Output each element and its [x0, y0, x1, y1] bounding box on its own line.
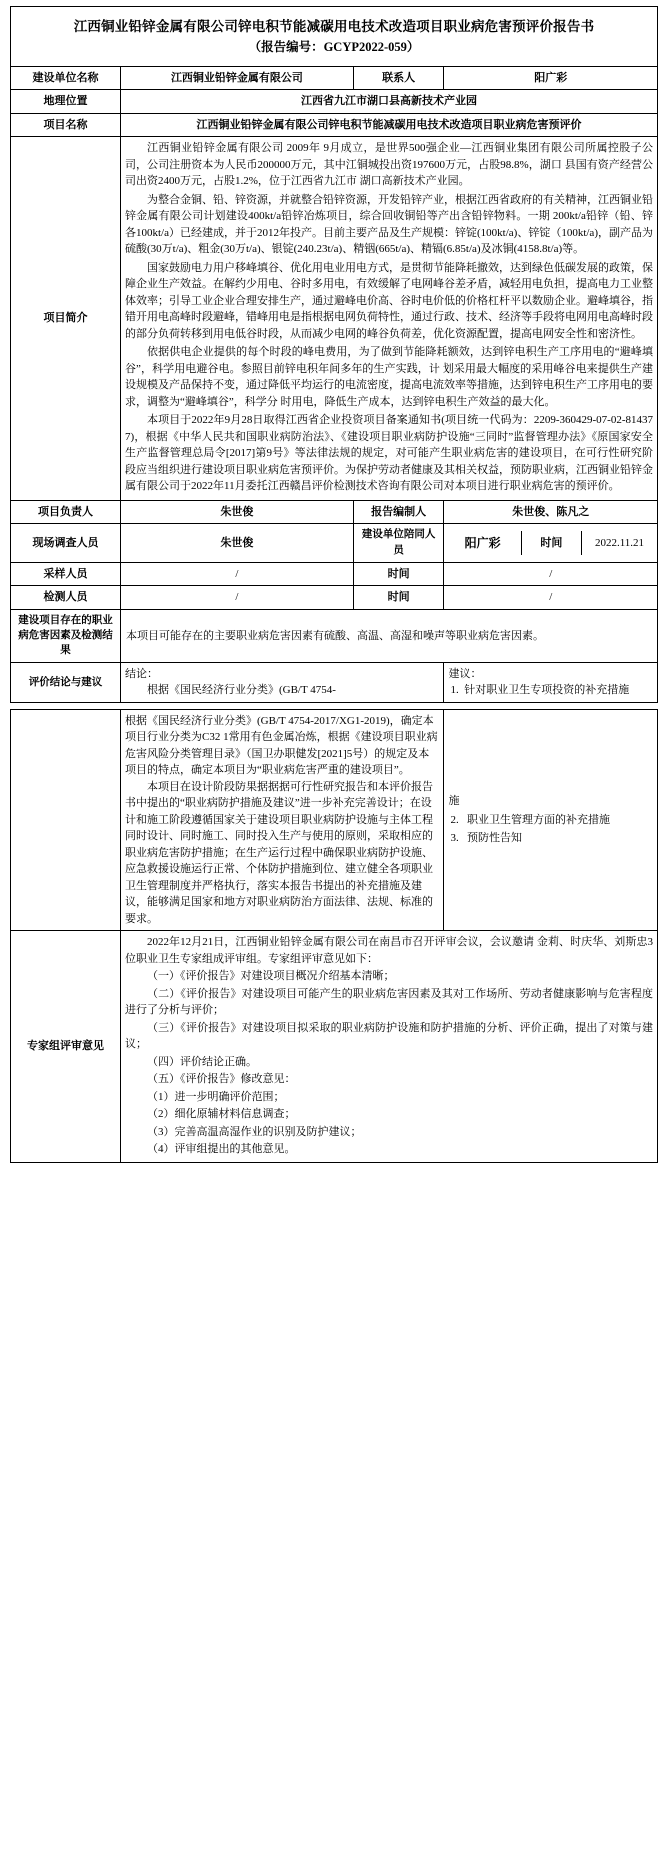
suggestion-item-2-wrap: 2. 职业卫生管理方面的补充措施	[450, 813, 610, 826]
tester-time-label: 时间	[353, 586, 444, 610]
suggestion-body	[444, 709, 658, 931]
sampler-label: 采样人员	[11, 562, 121, 586]
project-value: 江西铜业铅锌金属有限公司锌电积节能减碳用电技术改造项目职业病危害预评价	[120, 113, 657, 137]
location-value: 江西省九江市湖口县高新技术产业园	[120, 90, 657, 114]
time-value: 2022.11.21	[594, 536, 645, 549]
report-table-top	[10, 6, 658, 703]
expert-label: 专家组评审意见	[11, 931, 121, 1163]
sampler-time-label: 时间	[353, 562, 444, 586]
accompany-value: 阳广彩	[444, 531, 521, 555]
conclusion-para-2: 本项目在设计阶段防果据据据可行性研究报告和本评价报告书中提出的“职业病防护措施及建议”进一步补充完善设计；在设计和施工阶段遵循国家关于建设项目职业病防护设施与主体工程同时设计、同时施工、同时投入生产与使用的原则，采取相应的职业病危害防护措施；在生产运行过程中确保职业病防护设施、应急救援设施运行正常、个体防护措施到位、建立健全各项职业卫生管理制度并严格执行，落实本报告书提出的补充措施及建议，能够满足国家和地方对职业病防治方面法律、法规、标准的要求。	[124, 780, 433, 925]
tester-time-value: /	[444, 586, 658, 610]
table-row	[11, 586, 658, 610]
table-row	[11, 113, 658, 137]
conclusion-heading: 结论：	[124, 667, 158, 680]
report-number: （报告编号：GCYP2022-059）	[248, 40, 420, 55]
suggestion-head-cell	[444, 662, 658, 702]
suggestion-item-1-cont: 施	[448, 795, 460, 808]
suggestion-item-3-wrap: 3. 预防性告知	[450, 832, 522, 845]
surveyor-label: 现场调查人员	[11, 524, 121, 563]
suggestion-item-3: 预防性告知	[466, 832, 522, 845]
table-row	[11, 90, 658, 114]
sampler-value: /	[120, 562, 353, 586]
reporter-value: 朱世俊、陈凡之	[444, 500, 658, 524]
table-row	[11, 66, 658, 90]
report-table-bottom	[10, 709, 658, 1163]
expert-item: （二）《评价报告》对建设项目可能产生的职业病危害因素及其对工作场所、劳动者健康影响与危害程度进行了分析与评价；	[124, 987, 653, 1017]
intro-text	[120, 137, 657, 501]
project-label: 项目名称	[11, 113, 121, 137]
expert-intro: 2022年12月21日，江西铜业铅锌金属有限公司在南昌市召开评审会议，会议邀请 金莉、时庆华、刘斯忠3位职业卫生专家组成评审组。专家组评审意见如下：	[124, 936, 653, 965]
intro-paragraph: 国家鼓励电力用户移峰填谷、优化用电业用电方式，是贯彻节能降耗撤效，达到绿色低碳发展的政策，保障企业生产效益。在解约少用电、谷时多用电，有效缓解了电网峰谷差矛盾，减轻用电负担，提高电力工业整体效率；引导工业企业合理安排生产，通过避峰电价高、谷时电价低的价格杠杆平以数励企业。避峰填谷，指错开用电高峰时段避峰，错峰用电是指根据电网负荷特性，通过行政、技术、经济等手段将电网用电高峰时段的部分负荷转移到用电低谷时段，从而减少电网的峰谷负荷差，优化资源配置，提高电网安全性和密济性。	[124, 261, 653, 340]
expert-item: （4）评审组提出的其他意见。	[146, 1143, 296, 1156]
accompany-label: 建设单位陪同人员	[353, 524, 444, 563]
intro-paragraph: 本项目于2022年9月28日取得江西省企业投资项目备案通知书(项目统一代码为：2209-360429-07-02-814377)，根据《中华人民共和国职业病防治法》、《建设项目职业病防护设施“三同时”监督管理办法》《原国家安全生产监督管理总局令[2017]第9号》等法律法规的规定，对可能产生职业病危害的建设项目，在可行性研究阶段应当组织进行建设项目职业病危害预评价。为保护劳动者健康及其相关权益，预防职业病，江西铜业铅锌金属有限公司于2022年11月委托江西赣昌评价检测技术咨询有限公司对本项目进行职业病危害的预评价。	[124, 414, 653, 493]
tester-value: /	[120, 586, 353, 610]
suggestion-item-1-wrap: 1. 针对职业卫生专项投资的补充措施	[450, 684, 630, 697]
conclusion-para-start: 根据《国民经济行业分类》(GB/T 4754-	[146, 684, 336, 697]
expert-item: （三）《评价报告》对建设项目拟采取的职业病防护设施和防护措施的分析、评价正确，提出了对策与建议；	[124, 1021, 653, 1051]
suggestion-heading: 建议：	[448, 667, 482, 680]
contact-value: 阳广彩	[444, 66, 658, 90]
location-label: 地理位置	[11, 90, 121, 114]
expert-item: （五）《评价报告》修改意见：	[146, 1073, 296, 1086]
intro-label: 项目简介	[11, 137, 121, 501]
page-title: 江西铜业铅锌金属有限公司锌电积节能减碳用电技术改造项目职业病危害预评价报告书	[73, 19, 595, 34]
conclusion-body	[120, 709, 444, 931]
conclusion-head-cell	[120, 662, 443, 702]
expert-item: （1）进一步明确评价范围；	[146, 1090, 285, 1103]
table-row	[11, 609, 658, 662]
title-row	[11, 7, 658, 67]
suggestion-item-2: 职业卫生管理方面的补充措施	[466, 813, 610, 826]
unit-value: 江西铜业铅锌金属有限公司	[120, 66, 353, 90]
suggestion-item-1: 针对职业卫生专项投资的补充措施	[464, 684, 630, 697]
accompany-time-cell	[444, 524, 658, 563]
expert-item: （四）评价结论正确。	[146, 1055, 257, 1068]
expert-opinion	[120, 931, 657, 1163]
sampler-time-value: /	[444, 562, 658, 586]
expert-item: （一）《评价报告》对建设项目概况介绍基本清晰；	[146, 970, 395, 983]
tester-label: 检测人员	[11, 586, 121, 610]
unit-label: 建设单位名称	[11, 66, 121, 90]
contact-label: 联系人	[353, 66, 444, 90]
intro-paragraph: 为整合金铜、铅、锌资源，并就整合铅锌资源，开发铅锌产业，根据江西省政府的有关精神，江西铜业铅锌金属有限公司计划建设400kt/a铅锌冶炼项目，综合回收铜铅等产出含铅锌物料。一期 200kt/a铅锌（铅、锌各100kt/a）已经建成，并于2012年投产。目前主要产品及生产规模：锌锭(100kt/a)、锌锭（100kt/a)，副产品为硫酸(30万t/a)、粗金(30万t/a)、银锭(240.23t/a)、精铟(665t/a)、精镉(6.85t/a)及冰铜(4158.8t/a)等。	[124, 193, 653, 256]
title-cell	[11, 7, 658, 67]
table-row	[11, 562, 658, 586]
conclusion-para-cont: 根据《国民经济行业分类》(GB/T 4754-2017/XG1-2019)，确定本项目行业分类为C32 1常用有色金属冶炼，根据《建设项目职业病危害风险分类管理目录》（国卫办职健发[2021]5号）的规定及本项目的特点，确定本项目为“职业病危害严重的建设项目”。	[124, 714, 438, 777]
reporter-label: 报告编制人	[353, 500, 444, 524]
table-row-intro	[11, 137, 658, 501]
hazard-label: 建设项目存在的职业病危害因素及检测结果	[11, 609, 121, 662]
leader-label: 项目负责人	[11, 500, 121, 524]
table-row-conclusion-head	[11, 662, 658, 702]
intro-paragraph: 依据供电企业提供的每个时段的峰电费用，为了做到节能降耗额效，达到锌电积生产工序用电的“避峰填谷”，科学用电避谷电。参照目前锌电积年间多年的生产实践，计 划采用最大幅度的采用峰谷电来提供生产建设规模及产品保持不变，通过降低平均运行的电流密度，提高电流效率等措施，达到锌电积生产工序用电的要求，调整为“避峰填谷”，科学分 时用电，降低生产成本，达到锌电积生产效益的最大化。	[124, 346, 653, 408]
leader-value: 朱世俊	[120, 500, 353, 524]
table-row-conclusion-body	[11, 709, 658, 931]
table-row-expert	[11, 931, 658, 1163]
expert-item: （3）完善高温高湿作业的识别及防护建议；	[146, 1125, 362, 1138]
table-row	[11, 524, 658, 563]
intro-paragraph: 江西铜业铅锌金属有限公司 2009年 9月成立，是世界500强企业—江西铜业集团有限公司所属控股子公司，公司注册资本为人民币200000万元，其中江铜城投出资197600万元，占股98.8%，湖口 县国有资产经营公司出资2400万元，占股1.2%，位于江西省九江市 湖口高新技术产业园。	[124, 142, 653, 188]
conclusion-label: 评价结论与建议	[11, 662, 121, 702]
hazard-value: 本项目可能存在的主要职业病危害因素有硫酸、高温、高湿和噪声等职业病危害因素。	[120, 609, 657, 662]
conclusion-spacer-cell	[11, 709, 121, 931]
time-label: 时间	[521, 531, 581, 555]
surveyor-value: 朱世俊	[120, 524, 353, 563]
expert-item: （2）细化原辅材料信息调查；	[146, 1108, 296, 1121]
table-row	[11, 500, 658, 524]
